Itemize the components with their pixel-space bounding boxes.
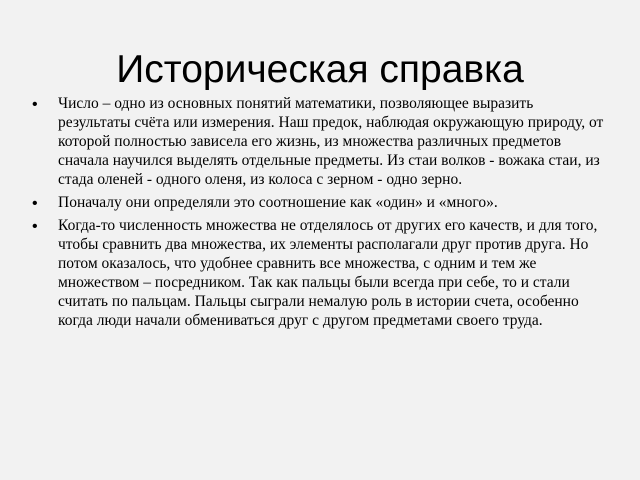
bullet-item-numbers <box>32 94 608 189</box>
bullet-list <box>32 94 608 334</box>
slide-title: Историческая справка <box>116 48 524 91</box>
bullet-marker: • <box>32 195 38 212</box>
bullet-item-fingers <box>32 216 608 330</box>
bullet-text: Когда-то численность множества не отделялось от других его качеств, и для того, чтобы сравнить два множества, их элементы располагали друг против друга. Но потом оказалось, что удобнее сравнить все множества, с одним и тем же множеством – посредником. Так как пальцы были всегда при себе, то и стали считать по пальцам. Пальцы сыграли немалую роль в истории счета, особенно когда люди начали обмениваться друг с другом предметами своего труда. <box>58 217 598 329</box>
bullet-marker: • <box>32 218 38 235</box>
bullet-text: Число – одно из основных понятий математики, позволяющее выразить результаты счёта или измерения. Наш предок, наблюдая окружающую природу, от которой полностью зависела его жизнь, из множества различных предметов сначала научился выделять отдельные предметы. Из стаи волков - вожака стаи, из стада оленей - одного оленя, из колоса с зерном - одно зерно. <box>58 95 604 188</box>
bullet-item-one-many <box>32 193 608 212</box>
bullet-marker: • <box>32 96 38 113</box>
bullet-text: Поначалу они определяли это соотношение как «один» и «много». <box>58 194 498 211</box>
